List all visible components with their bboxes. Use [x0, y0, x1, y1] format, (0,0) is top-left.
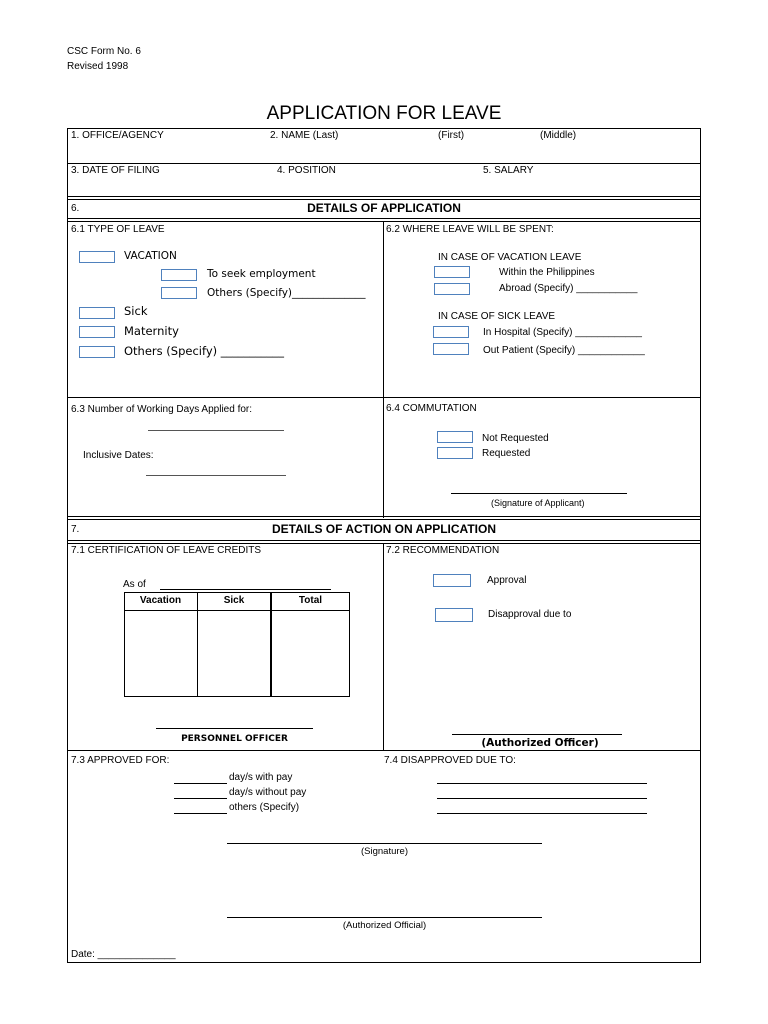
date-field[interactable]: Date: ______________ [71, 949, 176, 960]
vacation-checkbox[interactable] [79, 251, 115, 263]
approval-checkbox[interactable] [433, 574, 471, 587]
vacation-label: VACATION [124, 250, 177, 262]
as-of-line[interactable] [160, 589, 331, 590]
in-hospital-label: In Hospital (Specify) ____________ [483, 327, 642, 338]
form-title: APPLICATION FOR LEAVE [266, 103, 502, 124]
disapproval-label: Disapproval due to [488, 609, 572, 620]
working-days-label: 6.3 Number of Working Days Applied for: [71, 404, 253, 415]
section-7-number: 7. [71, 524, 80, 535]
certification-heading: 7.1 CERTIFICATION OF LEAVE CREDITS [71, 545, 262, 556]
column-divider [383, 543, 384, 750]
sick-case-label: IN CASE OF SICK LEAVE [438, 311, 556, 322]
commutation-heading: 6.4 COMMUTATION [386, 403, 477, 414]
days-without-pay-line[interactable] [174, 798, 227, 799]
table-column-divider [270, 592, 272, 697]
inclusive-dates-line[interactable] [146, 475, 286, 476]
revision-note: Revised 1998 [67, 61, 129, 72]
sick-label: Sick [124, 304, 148, 318]
table-header-divider [124, 610, 350, 611]
authorized-officer-label: (Authorized Officer) [481, 737, 599, 749]
disapproved-reason-line[interactable] [437, 813, 647, 814]
section-6-number: 6. [71, 203, 80, 214]
name-middle-label: (Middle) [540, 130, 577, 141]
vacation-case-label: IN CASE OF VACATION LEAVE [438, 252, 582, 263]
authorized-officer-line[interactable] [452, 734, 622, 735]
divider [67, 163, 701, 164]
authorized-official-label: (Authorized Official) [342, 920, 427, 931]
requested-checkbox[interactable] [437, 447, 473, 459]
sick-checkbox[interactable] [79, 307, 115, 319]
table-header-sick: Sick [223, 595, 245, 606]
divider [67, 397, 701, 398]
date-filing-label: 3. DATE OF FILING [71, 165, 160, 176]
personnel-officer-label: PERSONNEL OFFICER [181, 734, 288, 744]
within-philippines-checkbox[interactable] [434, 266, 470, 278]
type-of-leave-heading: 6.1 TYPE OF LEAVE [71, 224, 165, 235]
out-patient-checkbox[interactable] [433, 343, 469, 355]
others-specify-line[interactable] [174, 813, 227, 814]
disapproved-heading: 7.4 DISAPPROVED DUE TO: [384, 755, 516, 766]
in-hospital-checkbox[interactable] [433, 326, 469, 338]
inclusive-dates-label: Inclusive Dates: [83, 450, 154, 461]
leave-credits-table [124, 592, 350, 697]
position-label: 4. POSITION [277, 165, 336, 176]
approval-label: Approval [487, 575, 527, 586]
recommendation-heading: 7.2 RECOMMENDATION [386, 545, 500, 556]
others-specify-sub-label: Others (Specify)______________ [207, 287, 366, 299]
divider [67, 221, 701, 222]
name-first-label: (First) [438, 130, 465, 141]
divider [67, 750, 701, 751]
abroad-label: Abroad (Specify) ___________ [499, 283, 638, 294]
seek-employment-label: To seek employment [207, 268, 316, 280]
name-last-label: 2. NAME (Last) [270, 130, 339, 141]
table-header-vacation: Vacation [139, 595, 182, 606]
where-leave-heading: 6.2 WHERE LEAVE WILL BE SPENT: [386, 224, 554, 235]
office-agency-label: 1. OFFICE/AGENCY [71, 130, 164, 141]
others-specify-checkbox[interactable] [79, 346, 115, 358]
divider [67, 516, 701, 517]
divider [67, 543, 701, 544]
disapproval-checkbox[interactable] [435, 608, 473, 622]
signature-line[interactable] [227, 843, 542, 844]
abroad-checkbox[interactable] [434, 283, 470, 295]
applicant-signature-line[interactable] [451, 493, 627, 494]
applicant-signature-label: (Signature of Applicant) [491, 498, 585, 508]
others-specify-approved-label: others (Specify) [229, 802, 300, 813]
approved-for-heading: 7.3 APPROVED FOR: [71, 755, 170, 766]
disapproved-reason-line[interactable] [437, 798, 647, 799]
divider [67, 196, 701, 197]
days-with-pay-label: day/s with pay [229, 772, 293, 783]
table-column-divider [197, 592, 198, 697]
divider [67, 218, 701, 219]
others-specify-sub-checkbox[interactable] [161, 287, 197, 299]
table-header-total: Total [298, 595, 323, 606]
out-patient-label: Out Patient (Specify) ____________ [483, 345, 645, 356]
disapproved-reason-line[interactable] [437, 783, 647, 784]
signature-label: (Signature) [361, 846, 408, 857]
not-requested-label: Not Requested [482, 433, 549, 444]
requested-label: Requested [482, 448, 531, 459]
authorized-official-line[interactable] [227, 917, 542, 918]
section-6-title: DETAILS OF APPLICATION [307, 201, 461, 215]
as-of-label: As of [123, 579, 146, 590]
not-requested-checkbox[interactable] [437, 431, 473, 443]
column-divider [383, 221, 384, 518]
divider [67, 519, 701, 520]
form-number: CSC Form No. 6 [67, 46, 141, 57]
salary-label: 5. SALARY [483, 165, 534, 176]
others-specify-label: Others (Specify) ___________ [124, 344, 285, 358]
personnel-officer-line[interactable] [156, 728, 313, 729]
working-days-line[interactable] [148, 430, 284, 431]
divider [67, 540, 701, 541]
seek-employment-checkbox[interactable] [161, 269, 197, 281]
within-philippines-label: Within the Philippines [499, 267, 595, 278]
divider [67, 199, 701, 200]
days-without-pay-label: day/s without pay [229, 787, 307, 798]
maternity-checkbox[interactable] [79, 326, 115, 338]
section-7-title: DETAILS OF ACTION ON APPLICATION [272, 522, 496, 536]
days-with-pay-line[interactable] [174, 783, 227, 784]
maternity-label: Maternity [124, 324, 179, 338]
